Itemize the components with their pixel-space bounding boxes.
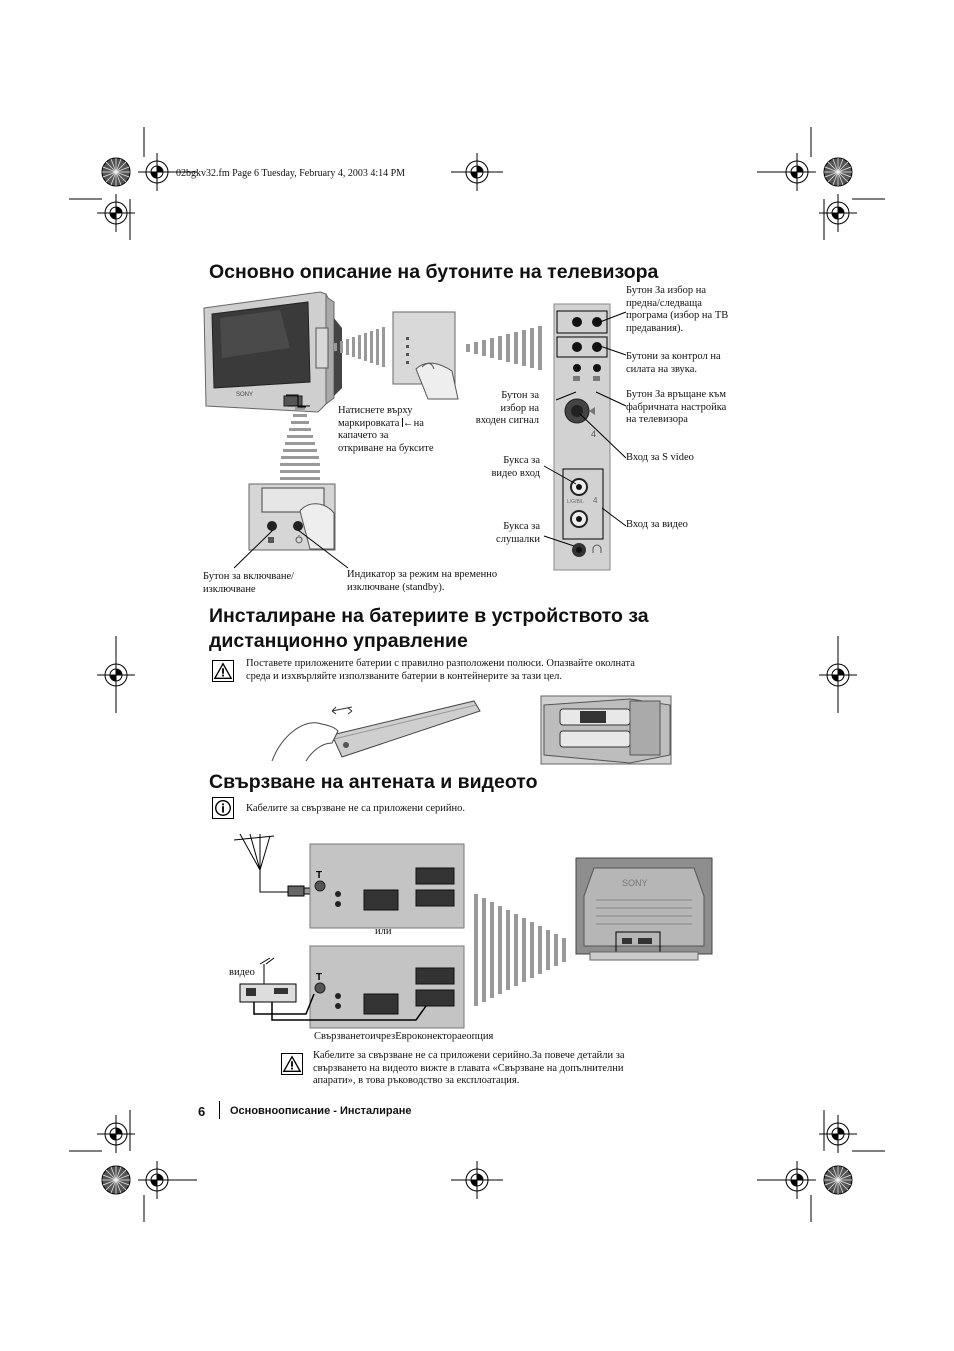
zoom-funnel xyxy=(330,318,390,378)
zoom-funnel-back xyxy=(472,890,572,1010)
section-title-antenna: Свързване на антената и видеото xyxy=(209,771,538,793)
remote-cover-illustration xyxy=(262,695,482,765)
svg-text:SONY: SONY xyxy=(622,878,648,888)
label-input-select: Бутон за избор на входен сигнал xyxy=(475,390,539,426)
label-factory-reset: Бутон За връщане към фабричната настройка на телевизора xyxy=(626,389,727,425)
svg-text:4: 4 xyxy=(591,429,597,439)
page-number: 6 xyxy=(198,1104,206,1119)
svg-text:4: 4 xyxy=(593,496,598,505)
label-volume-buttons: Бутони за контрол на силата на звука. xyxy=(626,351,721,375)
zoom-funnel-right xyxy=(462,320,552,380)
label-power-button: Бутон за включване/ изключване xyxy=(203,571,295,595)
remote-batteries-illustration xyxy=(540,695,672,765)
label-or: или xyxy=(375,926,392,937)
svg-text:T: T xyxy=(316,870,323,881)
svg-text:L/G/B/L: L/G/B/L xyxy=(567,499,584,505)
warning-triangle-icon xyxy=(212,660,234,682)
antenna-warning: Кабелите за свързване не са приложени серийно.За повече детайли за свързването на видеото вижте в главата «Свързване на допълнителни апарати», в това ръководство за експлоатация. xyxy=(313,1050,625,1086)
warning-triangle-icon-2 xyxy=(281,1053,303,1075)
label-vcr: видео xyxy=(229,967,255,978)
scart-caption: СвързванетоичрезЕвроконектораеопция xyxy=(314,1031,494,1042)
label-press-marking: Натиснете върху маркировката ← на капачето за откриване на буксите xyxy=(338,405,434,454)
vcr-connection-diagram xyxy=(230,944,470,1030)
info-icon xyxy=(212,797,234,819)
tv-rear-illustration xyxy=(574,856,714,966)
section-title-batteries-2: дистанционно управление xyxy=(209,630,468,652)
antenna-connection-diagram xyxy=(230,830,470,930)
svg-text:T: T xyxy=(316,972,323,983)
antenna-info: Кабелите за свързване не са приложени серийно. xyxy=(246,803,466,814)
open-mark-icon: ← xyxy=(403,417,414,429)
file-header: 02bgkv32.fm Page 6 Tuesday, February 4, 2003 4:14 PM xyxy=(176,168,406,179)
label-headphones: Букса за слушалки xyxy=(496,521,540,545)
section-title-buttons: Основно описание на бутоните на телевизора xyxy=(209,261,659,283)
label-standby-indicator: Индикатор за режим на временно изключване (standby). xyxy=(347,569,498,593)
label-svideo: Вход за S video xyxy=(626,452,694,463)
svg-text:SONY: SONY xyxy=(236,392,254,398)
label-video-in: Вход за видео xyxy=(626,519,688,530)
zoom-funnel-down xyxy=(280,405,320,483)
footer-divider xyxy=(219,1101,220,1119)
front-panel-open xyxy=(392,311,462,401)
leader-lines-panel xyxy=(540,300,630,550)
zoom-outline xyxy=(282,393,322,413)
section-title-batteries-1: Инсталиране на батериите в устройството за xyxy=(209,605,649,627)
footer-section: Основноописание - Инсталиране xyxy=(230,1105,412,1117)
label-program-buttons: Бутон За избор на предна/следваща програма (избор на ТВ предавания). xyxy=(626,285,729,334)
label-video-jack: Букса за видео вход xyxy=(491,455,540,479)
battery-warning: Поставете приложените батерии с правилно разположени полюси. Опазвайте околната среда и изхвърляйте използваните батерии в контейнерите за тази цел. xyxy=(246,658,635,682)
